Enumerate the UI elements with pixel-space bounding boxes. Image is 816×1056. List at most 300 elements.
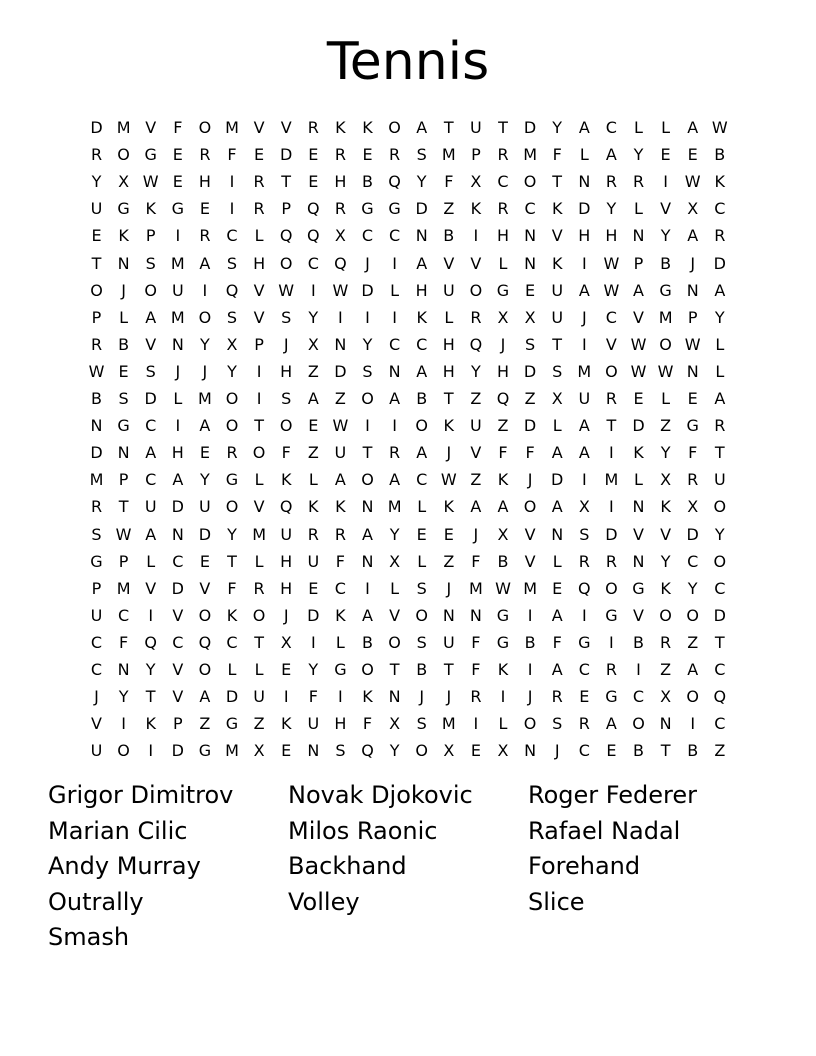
- grid-letter: L: [119, 307, 129, 327]
- grid-letter: O: [388, 118, 401, 137]
- grid-letter: Y: [660, 551, 671, 571]
- grid-letter: A: [145, 524, 157, 544]
- grid-letter: I: [229, 172, 235, 192]
- grid-letter: C: [226, 226, 238, 246]
- grid-letter: E: [525, 280, 536, 300]
- grid-letter: Z: [660, 660, 672, 679]
- grid-letter: X: [389, 551, 401, 571]
- grid-letter: S: [91, 524, 102, 544]
- grid-letter: I: [148, 605, 154, 625]
- grid-letter: H: [442, 361, 455, 381]
- grid-letter: Y: [714, 524, 725, 544]
- word-list-item: Andy Murray: [48, 852, 201, 880]
- grid-letter: D: [171, 741, 184, 761]
- grid-letter: V: [524, 524, 536, 544]
- grid-letter: C: [145, 470, 157, 490]
- grid-letter: A: [578, 443, 590, 463]
- grid-letter: V: [253, 307, 265, 327]
- grid-letter: T: [552, 172, 563, 192]
- grid-letter: C: [714, 660, 726, 679]
- grid-letter: O: [415, 741, 428, 761]
- grid-letter: V: [389, 605, 401, 625]
- grid-letter: E: [362, 145, 373, 165]
- grid-letter: D: [361, 280, 374, 300]
- grid-letter: P: [91, 307, 102, 327]
- grid-letter: W: [440, 470, 457, 490]
- grid-letter: W: [657, 361, 674, 381]
- grid-letter: N: [171, 334, 184, 354]
- grid-letter: T: [714, 632, 725, 652]
- grid-letter: W: [603, 253, 620, 273]
- grid-letter: Q: [307, 226, 320, 246]
- grid-letter: O: [90, 280, 103, 300]
- grid-letter: K: [416, 307, 427, 327]
- grid-letter: X: [334, 226, 346, 246]
- grid-letter: K: [362, 687, 373, 707]
- grid-letter: M: [170, 307, 185, 327]
- grid-letter: C: [172, 632, 184, 652]
- grid-letter: A: [416, 118, 428, 137]
- grid-letter: G: [361, 199, 374, 219]
- grid-letter: K: [145, 714, 156, 734]
- grid-letter: E: [118, 361, 129, 381]
- grid-letter: D: [713, 605, 726, 625]
- grid-letter: U: [144, 497, 157, 517]
- grid-letter: Q: [361, 741, 374, 761]
- grid-letter: X: [524, 307, 536, 327]
- grid-letter: B: [687, 741, 699, 761]
- grid-letter: C: [307, 253, 319, 273]
- grid-letter: V: [660, 199, 672, 219]
- grid-letter: J: [446, 443, 452, 463]
- grid-letter: M: [197, 389, 212, 408]
- grid-letter: Y: [308, 307, 319, 327]
- grid-letter: A: [307, 389, 319, 408]
- grid-letter: J: [446, 578, 452, 598]
- grid-letter: I: [365, 416, 370, 436]
- grid-letter: N: [524, 253, 537, 273]
- grid-letter: O: [523, 172, 537, 192]
- grid-letter: C: [687, 551, 699, 571]
- grid-letter: Z: [660, 416, 672, 436]
- grid-letter: R: [605, 389, 617, 408]
- grid-letter: X: [307, 334, 319, 354]
- grid-letter: H: [334, 172, 347, 192]
- grid-letter: V: [470, 443, 482, 463]
- grid-letter: Y: [227, 524, 237, 544]
- grid-letter: C: [714, 199, 726, 219]
- grid-letter: A: [416, 443, 428, 463]
- grid-letter: K: [551, 253, 563, 273]
- grid-letter: S: [226, 253, 238, 273]
- grid-letter: E: [91, 226, 102, 246]
- grid-letter: I: [256, 389, 262, 408]
- grid-letter: V: [633, 307, 644, 327]
- grid-letter: B: [714, 145, 726, 165]
- grid-letter: A: [389, 470, 401, 490]
- grid-letter: U: [199, 497, 211, 517]
- grid-letter: N: [469, 605, 482, 625]
- grid-letter: I: [392, 253, 397, 273]
- grid-letter: F: [173, 118, 183, 137]
- grid-letter: B: [660, 253, 672, 273]
- grid-letter: M: [116, 578, 131, 598]
- grid-letter: B: [443, 226, 455, 246]
- grid-letter: Y: [145, 660, 156, 679]
- grid-letter: H: [171, 443, 184, 463]
- word-list-item: Forehand: [528, 852, 641, 880]
- grid-letter: R: [90, 145, 103, 165]
- grid-letter: N: [551, 524, 564, 544]
- grid-letter: H: [415, 280, 428, 300]
- grid-letter: N: [686, 280, 699, 300]
- grid-letter: H: [253, 253, 266, 273]
- grid-letter: Z: [253, 714, 265, 734]
- grid-letter: E: [199, 199, 210, 219]
- grid-letter: V: [172, 687, 184, 707]
- grid-letter: F: [552, 632, 562, 652]
- grid-letter: J: [283, 605, 289, 625]
- grid-letter: P: [281, 199, 292, 219]
- word-list-item: Grigor Dimitrov: [48, 781, 234, 809]
- grid-letter: G: [117, 199, 130, 219]
- grid-letter: N: [632, 226, 645, 246]
- grid-letter: B: [91, 389, 102, 408]
- grid-letter: O: [523, 714, 537, 734]
- grid-letter: G: [144, 145, 157, 165]
- grid-letter: B: [416, 660, 428, 679]
- grid-letter: U: [90, 741, 103, 761]
- grid-letter: T: [227, 551, 237, 571]
- grid-letter: X: [443, 741, 455, 761]
- grid-letter: Y: [660, 443, 671, 463]
- grid-letter: I: [121, 714, 126, 734]
- grid-letter: H: [198, 172, 211, 192]
- grid-letter: I: [581, 253, 587, 273]
- grid-letter: M: [441, 145, 456, 165]
- grid-letter: E: [199, 443, 210, 463]
- grid-letter: D: [523, 361, 537, 381]
- grid-letter: Q: [334, 253, 347, 273]
- grid-letter: N: [117, 660, 130, 679]
- grid-letter: M: [170, 253, 185, 273]
- grid-letter: P: [254, 334, 264, 354]
- grid-letter: X: [253, 741, 265, 761]
- grid-letter: S: [145, 361, 156, 381]
- grid-letter: D: [686, 524, 699, 544]
- grid-letter: E: [687, 389, 698, 408]
- grid-letter: O: [198, 605, 212, 625]
- grid-letter: U: [442, 632, 455, 652]
- grid-letter: A: [687, 660, 699, 679]
- grid-letter: O: [198, 660, 212, 679]
- grid-letter: O: [469, 280, 483, 300]
- word-list-item: Roger Federer: [528, 781, 698, 809]
- grid-letter: I: [338, 687, 343, 707]
- grid-letter: G: [225, 714, 239, 734]
- grid-letter: N: [171, 524, 184, 544]
- grid-letter: F: [471, 632, 481, 652]
- grid-letter: M: [577, 361, 592, 381]
- grid-letter: A: [578, 416, 590, 436]
- grid-letter: I: [338, 307, 343, 327]
- grid-letter: E: [308, 145, 319, 165]
- grid-letter: S: [416, 632, 427, 652]
- grid-letter: A: [605, 714, 617, 734]
- grid-letter: F: [118, 632, 129, 652]
- grid-letter: R: [605, 660, 617, 679]
- grid-letter: R: [90, 334, 103, 354]
- grid-letter: R: [389, 145, 401, 165]
- grid-letter: V: [172, 605, 184, 625]
- grid-letter: Y: [633, 145, 644, 165]
- grid-letter: O: [361, 470, 374, 490]
- grid-letter: A: [578, 280, 590, 300]
- grid-letter: U: [334, 443, 347, 463]
- grid-letter: P: [471, 145, 481, 165]
- grid-letter: N: [307, 741, 320, 761]
- grid-letter: L: [254, 660, 264, 679]
- grid-letter: O: [279, 253, 293, 273]
- grid-letter: F: [227, 145, 237, 165]
- grid-letter: W: [711, 118, 728, 137]
- grid-letter: I: [500, 687, 506, 707]
- grid-letter: Y: [606, 199, 617, 219]
- grid-letter: G: [686, 416, 699, 436]
- grid-letter: C: [632, 687, 645, 707]
- grid-letter: N: [659, 714, 672, 734]
- grid-letter: X: [660, 470, 672, 490]
- grid-letter: L: [634, 470, 643, 490]
- grid-letter: D: [280, 145, 293, 165]
- grid-letter: U: [470, 118, 482, 137]
- grid-letter: X: [551, 389, 563, 408]
- grid-letter: O: [713, 497, 727, 517]
- grid-letter: R: [632, 172, 645, 192]
- word-list-item: Novak Djokovic: [288, 781, 473, 809]
- grid-letter: T: [254, 416, 264, 436]
- grid-letter: U: [307, 714, 320, 734]
- grid-letter: E: [606, 741, 617, 761]
- grid-letter: I: [690, 714, 696, 734]
- grid-letter: S: [416, 145, 427, 165]
- grid-letter: Y: [660, 226, 671, 246]
- grid-letter: O: [686, 687, 699, 707]
- grid-letter: I: [473, 714, 479, 734]
- grid-letter: D: [334, 361, 347, 381]
- grid-letter: A: [334, 470, 346, 490]
- grid-letter: V: [253, 118, 265, 137]
- grid-letter: G: [659, 280, 672, 300]
- grid-letter: U: [90, 605, 103, 625]
- grid-letter: E: [172, 145, 183, 165]
- grid-letter: A: [714, 389, 726, 408]
- grid-letter: J: [473, 524, 479, 544]
- grid-letter: A: [145, 443, 157, 463]
- grid-letter: I: [636, 660, 641, 679]
- grid-letter: X: [389, 714, 401, 734]
- word-list-item: Smash: [48, 923, 130, 951]
- grid-letter: L: [444, 307, 454, 327]
- grid-letter: E: [660, 145, 671, 165]
- grid-letter: L: [634, 199, 643, 219]
- grid-letter: C: [226, 632, 238, 652]
- grid-letter: E: [281, 741, 292, 761]
- grid-letter: Z: [687, 632, 699, 652]
- grid-letter: Z: [199, 714, 211, 734]
- grid-letter: U: [280, 524, 293, 544]
- grid-letter: D: [171, 578, 184, 598]
- grid-letter: H: [334, 714, 347, 734]
- grid-letter: H: [442, 334, 455, 354]
- grid-letter: L: [552, 551, 562, 571]
- grid-letter: R: [389, 443, 401, 463]
- grid-letter: G: [632, 578, 645, 598]
- grid-letter: G: [605, 687, 618, 707]
- grid-letter: H: [280, 551, 293, 571]
- grid-letter: A: [633, 280, 644, 300]
- grid-letter: D: [523, 416, 537, 436]
- grid-letter: W: [278, 280, 295, 300]
- grid-letter: Q: [713, 687, 727, 707]
- grid-letter: C: [118, 605, 130, 625]
- grid-letter: Q: [225, 280, 239, 300]
- grid-letter: T: [281, 172, 292, 192]
- grid-letter: W: [142, 172, 159, 192]
- grid-letter: Q: [198, 632, 212, 652]
- grid-letter: V: [633, 524, 644, 544]
- grid-letter: R: [497, 199, 509, 219]
- grid-letter: O: [361, 660, 374, 679]
- grid-letter: N: [524, 226, 537, 246]
- grid-letter: R: [307, 118, 319, 137]
- grid-letter: N: [361, 551, 374, 571]
- grid-letter: Q: [279, 226, 293, 246]
- grid-letter: J: [581, 307, 587, 327]
- grid-letter: N: [117, 253, 130, 273]
- grid-letter: S: [552, 714, 563, 734]
- grid-letter: Z: [334, 389, 346, 408]
- grid-letter: V: [524, 551, 536, 571]
- grid-letter: K: [443, 416, 455, 436]
- grid-letter: E: [633, 389, 644, 408]
- grid-letter: R: [578, 551, 590, 571]
- grid-letter: I: [527, 605, 533, 625]
- grid-letter: E: [254, 145, 265, 165]
- grid-letter: C: [714, 714, 726, 734]
- grid-letter: Z: [470, 470, 482, 490]
- grid-letter: A: [416, 361, 428, 381]
- grid-letter: J: [500, 334, 506, 354]
- grid-letter: A: [497, 497, 509, 517]
- grid-letter: Z: [497, 416, 509, 436]
- grid-letter: L: [715, 361, 725, 381]
- grid-letter: K: [335, 118, 346, 137]
- grid-letter: W: [115, 524, 132, 544]
- grid-letter: D: [198, 524, 212, 544]
- grid-letter: D: [632, 416, 645, 436]
- grid-letter: V: [91, 714, 102, 734]
- grid-letter: Q: [578, 578, 591, 598]
- grid-letter: L: [390, 578, 400, 598]
- grid-letter: K: [470, 199, 482, 219]
- grid-letter: F: [308, 687, 318, 707]
- grid-letter: B: [362, 172, 373, 192]
- grid-letter: D: [551, 470, 564, 490]
- grid-letter: R: [687, 470, 699, 490]
- grid-letter: C: [605, 118, 617, 137]
- grid-letter: C: [90, 660, 103, 679]
- grid-letter: B: [633, 632, 644, 652]
- grid-letter: F: [227, 578, 237, 598]
- grid-letter: V: [145, 118, 157, 137]
- grid-letter: O: [117, 741, 130, 761]
- grid-letter: R: [334, 199, 346, 219]
- grid-letter: R: [253, 172, 265, 192]
- grid-letter: O: [605, 361, 618, 381]
- grid-letter: R: [551, 687, 563, 707]
- grid-letter: J: [283, 334, 289, 354]
- grid-letter: Q: [144, 632, 157, 652]
- grid-letter: Q: [496, 389, 510, 408]
- grid-letter: M: [604, 470, 619, 490]
- grid-letter: G: [578, 632, 591, 652]
- grid-letter: C: [361, 226, 374, 246]
- grid-letter: D: [605, 524, 618, 544]
- grid-letter: M: [387, 497, 402, 517]
- grid-letter: G: [605, 605, 618, 625]
- grid-letter: W: [630, 334, 647, 354]
- grid-letter: N: [632, 497, 645, 517]
- grid-letter: C: [416, 334, 428, 354]
- grid-letter: O: [388, 632, 401, 652]
- grid-letter: X: [470, 172, 482, 192]
- grid-letter: K: [714, 172, 726, 192]
- grid-letter: R: [226, 443, 238, 463]
- grid-letter: D: [225, 687, 239, 707]
- grid-letter: U: [551, 280, 564, 300]
- grid-letter: T: [443, 389, 454, 408]
- grid-letter: A: [362, 605, 373, 625]
- grid-letter: A: [389, 389, 401, 408]
- grid-letter: V: [470, 253, 482, 273]
- grid-letter: D: [307, 605, 320, 625]
- grid-letter: A: [470, 497, 482, 517]
- grid-letter: Z: [524, 389, 536, 408]
- grid-letter: U: [90, 199, 103, 219]
- grid-letter: G: [496, 605, 510, 625]
- grid-letter: S: [362, 361, 373, 381]
- grid-letter: C: [605, 307, 617, 327]
- grid-letter: T: [498, 118, 508, 137]
- grid-letter: L: [661, 118, 671, 137]
- grid-letter: D: [578, 199, 591, 219]
- grid-letter: M: [252, 524, 266, 544]
- grid-letter: E: [308, 416, 319, 436]
- grid-letter: W: [630, 361, 647, 381]
- grid-letter: R: [714, 416, 726, 436]
- grid-letter: M: [225, 741, 239, 761]
- grid-letter: V: [551, 226, 563, 246]
- grid-letter: X: [578, 497, 590, 517]
- grid-letter: T: [362, 443, 373, 463]
- grid-letter: A: [551, 497, 563, 517]
- grid-letter: J: [554, 741, 560, 761]
- grid-letter: U: [470, 416, 482, 436]
- grid-letter: I: [310, 632, 316, 652]
- grid-letter: V: [660, 524, 672, 544]
- grid-letter: L: [498, 253, 508, 273]
